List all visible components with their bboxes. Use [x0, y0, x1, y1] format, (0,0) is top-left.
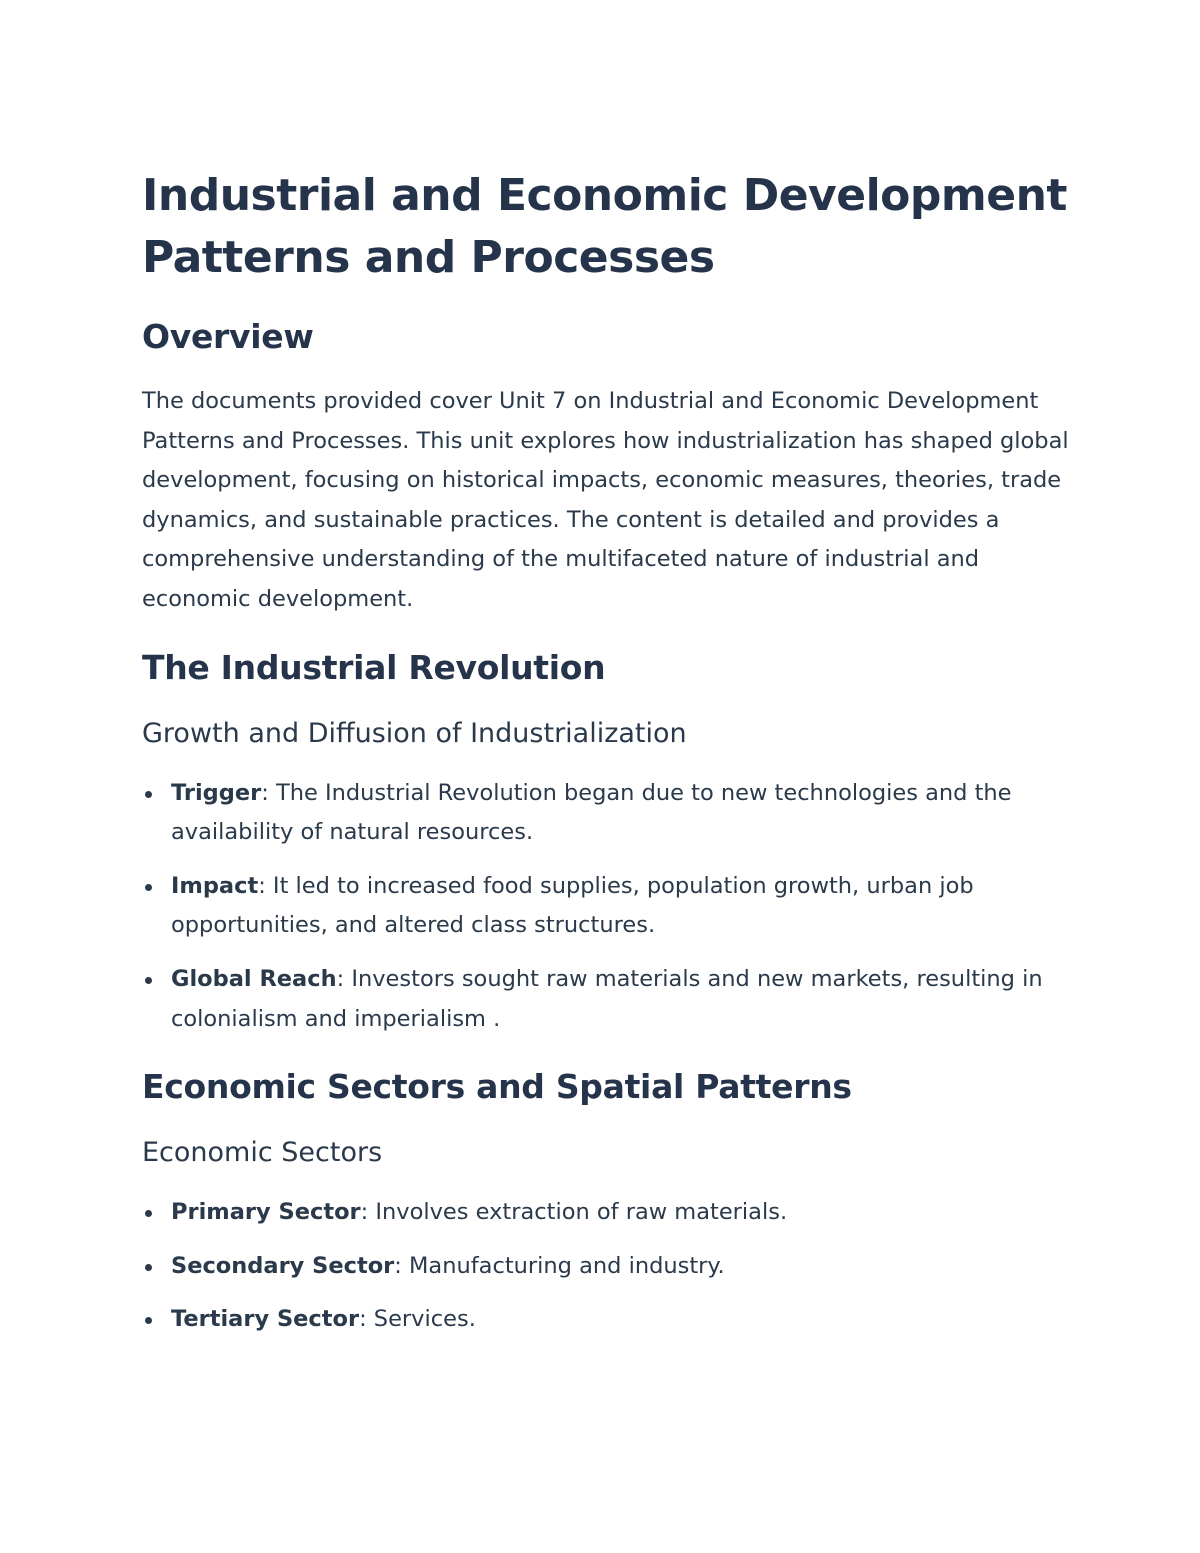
bullet-icon — [145, 1264, 152, 1271]
overview-heading: Overview — [142, 317, 314, 356]
list-item-text: : Services. — [359, 1306, 476, 1333]
list-item-text: : It led to increased food supplies, population growth, urban job opportunities, and altered class structures. — [171, 872, 974, 939]
list-item-text: : The Industrial Revolution began due to new technologies and the availability of natural resources. — [171, 779, 1012, 846]
list-item-term: Tertiary Sector — [171, 1306, 360, 1333]
bullet-icon — [145, 1210, 152, 1217]
document-title — [142, 165, 1072, 289]
industrialization-subheading: Growth and Diffusion of Industrialization — [142, 717, 687, 749]
list-item — [142, 1247, 1072, 1287]
list-item — [142, 867, 1072, 946]
list-item-text: : Involves extraction of raw materials. — [360, 1199, 788, 1226]
bullet-icon — [145, 1317, 152, 1324]
list-item — [142, 960, 1072, 1039]
list-item-term: Trigger — [171, 779, 262, 806]
list-item-term: Secondary Sector — [171, 1252, 395, 1279]
list-item-term: Global Reach — [171, 965, 337, 992]
overview-paragraph: The documents provided cover Unit 7 on Industrial and Economic Development Patterns and Processes. This unit explores how industrialization has shaped global development, focusing on historical impacts, economic measures, theories, trade dynamics, and sustainable practices. The content is detailed and provides a comprehensive understanding of the multifaceted nature of industrial and economic development. — [142, 388, 1069, 612]
list-item-term: Primary Sector — [171, 1199, 361, 1226]
bullet-icon — [145, 884, 152, 891]
list-item-text: : Investors sought raw materials and new markets, resulting in colonialism and imperialism . — [171, 965, 1043, 1032]
document-title-line-1: Industrial and Economic Development — [142, 170, 1067, 221]
list-item — [142, 1300, 1072, 1340]
bullet-icon — [145, 977, 152, 984]
economic-sectors-heading: Economic Sectors and Spatial Patterns — [142, 1067, 852, 1107]
list-item-text: : Manufacturing and industry. — [394, 1252, 725, 1279]
bullet-icon — [145, 791, 152, 798]
economic-sectors-subheading: Economic Sectors — [142, 1137, 383, 1169]
industrial-revolution-list — [142, 774, 1072, 1040]
list-item — [142, 1193, 1072, 1233]
document-page — [142, 165, 1072, 1340]
industrial-revolution-heading: The Industrial Revolution — [142, 647, 606, 687]
list-item — [142, 774, 1072, 853]
document-title-line-2: Patterns and Processes — [142, 232, 715, 283]
list-item-term: Impact — [171, 872, 259, 899]
economic-sectors-list — [142, 1193, 1072, 1340]
